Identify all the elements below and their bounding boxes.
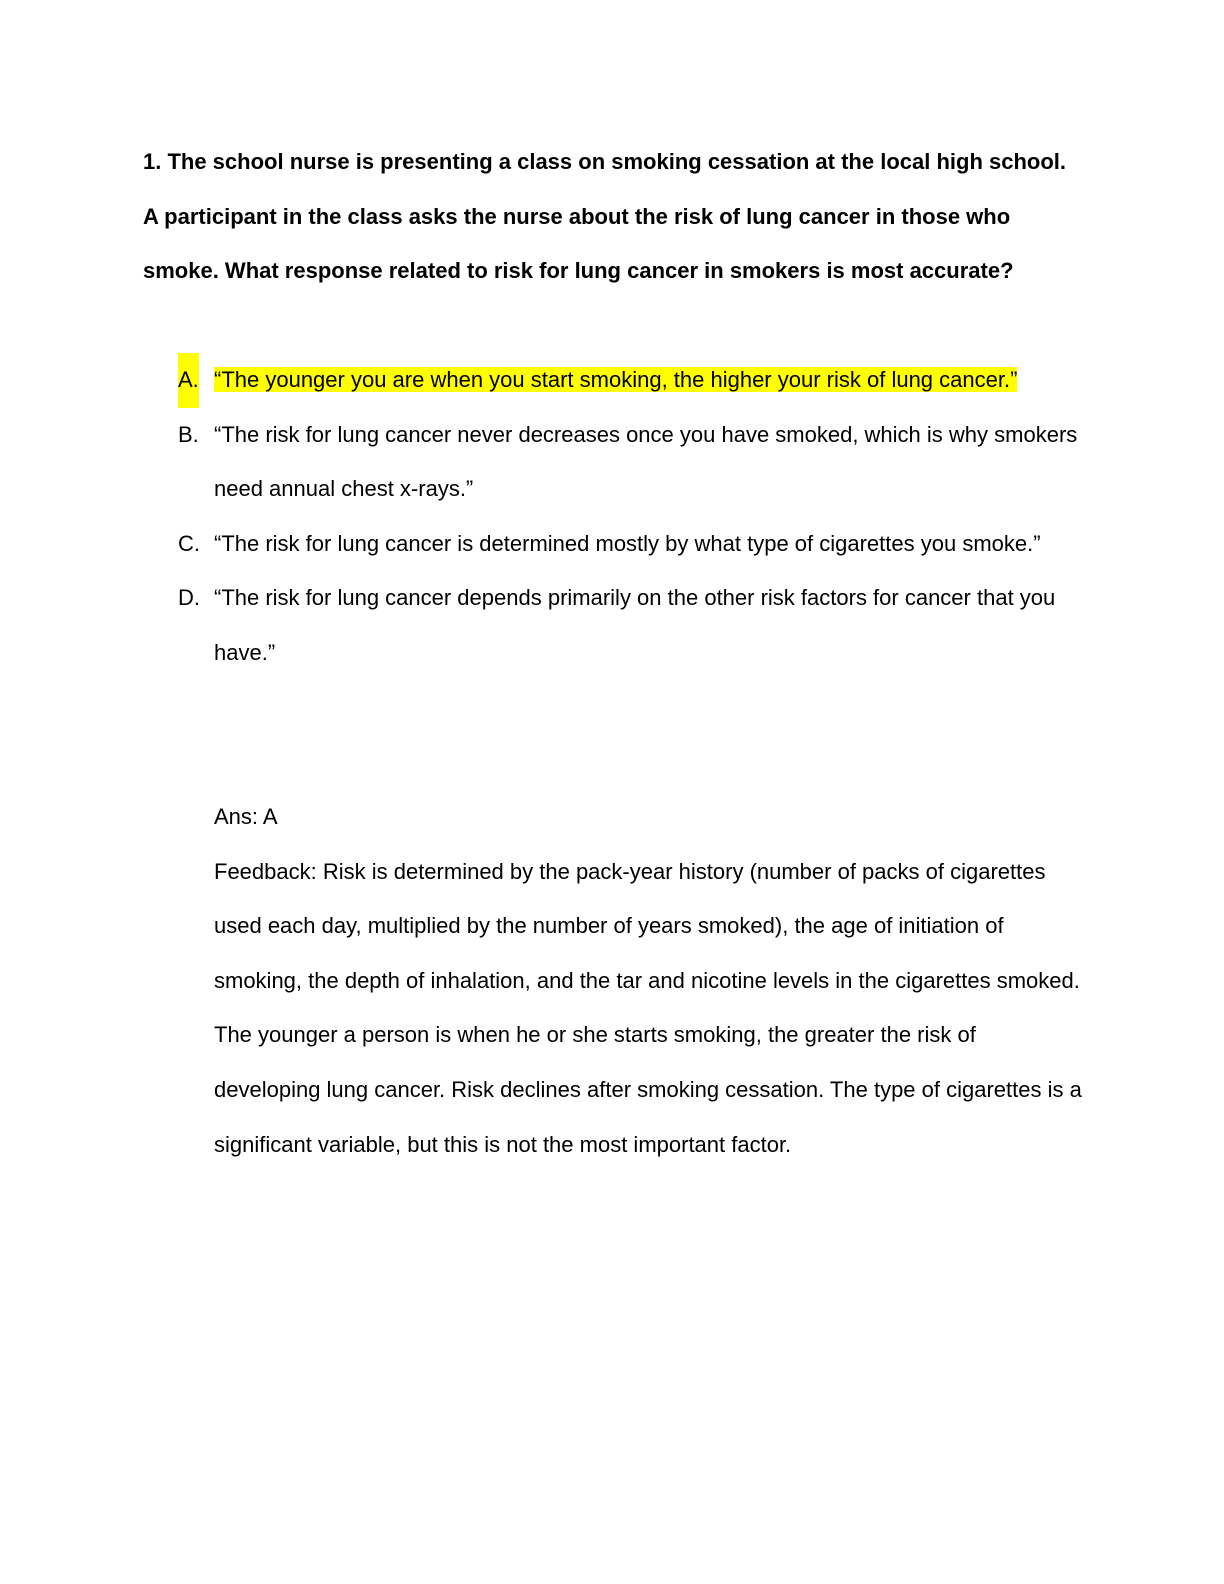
answer-key: Ans: A (214, 804, 278, 829)
option-letter: A. (178, 353, 199, 408)
option-letter: C. (178, 530, 200, 556)
option-letter: D. (178, 585, 200, 611)
option-text: “The risk for lung cancer depends primarily on the other risk factors for cancer that you have.” (214, 585, 1056, 665)
option-d (178, 571, 1098, 680)
answer-block (214, 790, 1084, 1172)
option-letter: B. (178, 421, 199, 447)
option-c (178, 517, 1098, 572)
option-b (178, 408, 1098, 517)
feedback-text: Feedback: Risk is determined by the pack-year history (number of packs of cigarettes used each day, multiplied by the number of years smoked), the age of initiation of smoking, the depth of inhalation, and the tar and nicotine levels in the cigarettes smoked. The younger a person is when he or she starts smoking, the greater the risk of developing lung cancer. Risk declines after smoking cessation. The type of cigarettes is a significant variable, but this is not the most important factor. (214, 858, 1082, 1157)
option-text: “The risk for lung cancer is determined mostly by what type of cigarettes you smoke.” (214, 530, 1041, 556)
answer-options (178, 353, 1098, 681)
option-text-highlighted: “The younger you are when you start smoking, the higher your risk of lung cancer.” (214, 367, 1018, 392)
option-text: “The risk for lung cancer never decreases once you have smoked, which is why smokers need annual chest x-rays.” (214, 421, 1078, 502)
option-a (178, 353, 1098, 408)
question-text: 1. The school nurse is presenting a class on smoking cessation at the local high school. A participant in the class asks the nurse about the risk of lung cancer in those who smoke. What response related to risk for lung cancer in smokers is most accurate? (143, 149, 1067, 284)
